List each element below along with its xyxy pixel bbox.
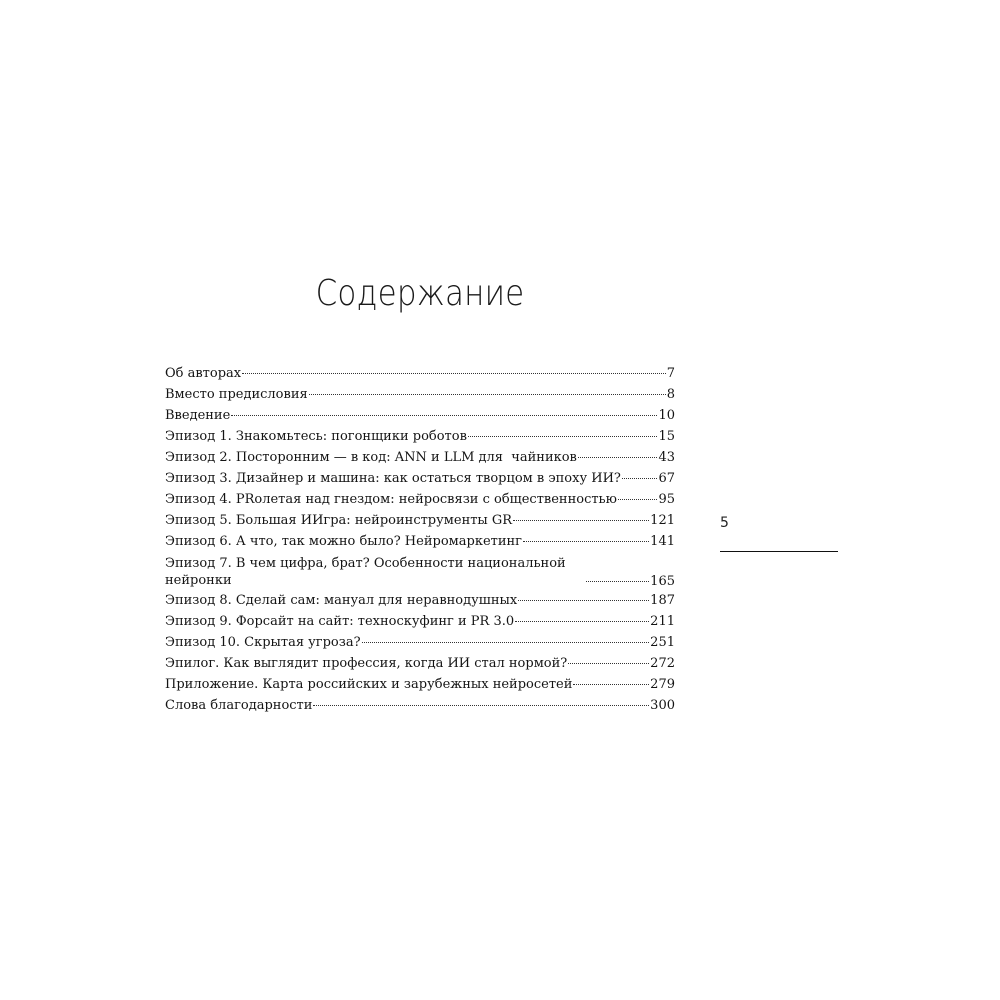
toc-entry-page: 272 xyxy=(650,656,675,671)
toc-entry[interactable] xyxy=(165,635,675,656)
table-of-contents xyxy=(165,366,675,719)
dot-leader xyxy=(515,620,649,622)
toc-entry-page: 8 xyxy=(666,387,675,402)
page-number-rule xyxy=(720,551,838,552)
toc-entry[interactable] xyxy=(165,366,675,387)
toc-entry-title: Эпизод 7. В чем цифра, брат? Особенности национальной нейронки xyxy=(165,556,566,588)
toc-entry-page: 211 xyxy=(650,614,675,629)
dot-leader xyxy=(231,414,657,416)
toc-entry-page: 251 xyxy=(650,635,675,650)
toc-entry[interactable] xyxy=(165,534,675,555)
dot-leader xyxy=(523,540,649,542)
toc-entry[interactable] xyxy=(165,429,675,450)
dot-leader xyxy=(622,477,658,479)
toc-entry-title: Эпизод 1. Знакомьтесь: погонщики роботов xyxy=(165,429,467,444)
dot-leader xyxy=(313,704,649,706)
toc-entry-title: Эпизод 8. Сделай сам: мануал для неравнодушных xyxy=(165,593,518,608)
dot-leader xyxy=(586,580,649,582)
dot-leader xyxy=(362,641,650,643)
dot-leader xyxy=(568,662,649,664)
toc-entry[interactable] xyxy=(165,698,675,719)
toc-entry[interactable] xyxy=(165,450,675,471)
toc-entry[interactable] xyxy=(165,677,675,698)
toc-entry[interactable] xyxy=(165,387,675,408)
dot-leader xyxy=(309,393,666,395)
toc-entry-title: Эпизод 2. Посторонним — в код: ANN и LLM для чайников xyxy=(165,450,577,465)
dot-leader xyxy=(618,498,658,500)
toc-entry[interactable] xyxy=(165,555,675,593)
toc-entry-page: 95 xyxy=(658,492,675,507)
toc-entry-title: Слова благодарности xyxy=(165,698,313,713)
toc-entry-title: Эпизод 3. Дизайнер и машина: как остаться творцом в эпоху ИИ? xyxy=(165,471,621,486)
toc-entry-title: Эпизод 5. Большая ИИгра: нейроинструменты GR xyxy=(165,513,513,528)
toc-entry[interactable] xyxy=(165,614,675,635)
toc-entry-page: 187 xyxy=(650,593,675,608)
toc-entry[interactable] xyxy=(165,408,675,429)
toc-entry[interactable] xyxy=(165,471,675,492)
dot-leader xyxy=(242,372,666,374)
toc-entry-page: 141 xyxy=(650,534,675,549)
toc-entry-page: 10 xyxy=(658,408,675,423)
toc-entry-page: 121 xyxy=(650,513,675,528)
toc-entry-page: 7 xyxy=(666,366,675,381)
toc-entry-title: Эпизод 4. PRолетая над гнездом: нейросвязи с общественностью xyxy=(165,492,617,507)
toc-entry[interactable] xyxy=(165,593,675,614)
toc-entry-title: Об авторах xyxy=(165,366,242,381)
page-number: 5 xyxy=(720,515,729,531)
toc-entry-page: 67 xyxy=(658,471,675,486)
toc-entry[interactable] xyxy=(165,492,675,513)
toc-entry-page: 279 xyxy=(650,677,675,692)
dot-leader xyxy=(513,519,649,521)
toc-entry-title: Эпизод 9. Форсайт на сайт: техноскуфинг и PR 3.0 xyxy=(165,614,515,629)
dot-leader xyxy=(578,456,658,458)
dot-leader xyxy=(518,599,649,601)
toc-entry-page: 43 xyxy=(658,450,675,465)
toc-entry-title: Вместо предисловия xyxy=(165,387,308,402)
dot-leader xyxy=(468,435,658,437)
page-title: Содержание xyxy=(315,273,525,314)
toc-entry-title: Эпизод 6. А что, так можно было? Нейромаркетинг xyxy=(165,534,522,549)
toc-entry[interactable] xyxy=(165,656,675,677)
toc-entry-title: Введение xyxy=(165,408,231,423)
toc-entry-title: Эпилог. Как выглядит профессия, когда ИИ стал нормой? xyxy=(165,656,568,671)
toc-entry-page: 300 xyxy=(650,698,675,713)
toc-entry[interactable] xyxy=(165,513,675,534)
toc-entry-page: 165 xyxy=(650,574,675,589)
toc-entry-title: Эпизод 10. Скрытая угроза? xyxy=(165,635,361,650)
toc-entry-page: 15 xyxy=(658,429,675,444)
dot-leader xyxy=(573,683,649,685)
toc-entry-title: Приложение. Карта российских и зарубежных нейросетей xyxy=(165,677,573,692)
